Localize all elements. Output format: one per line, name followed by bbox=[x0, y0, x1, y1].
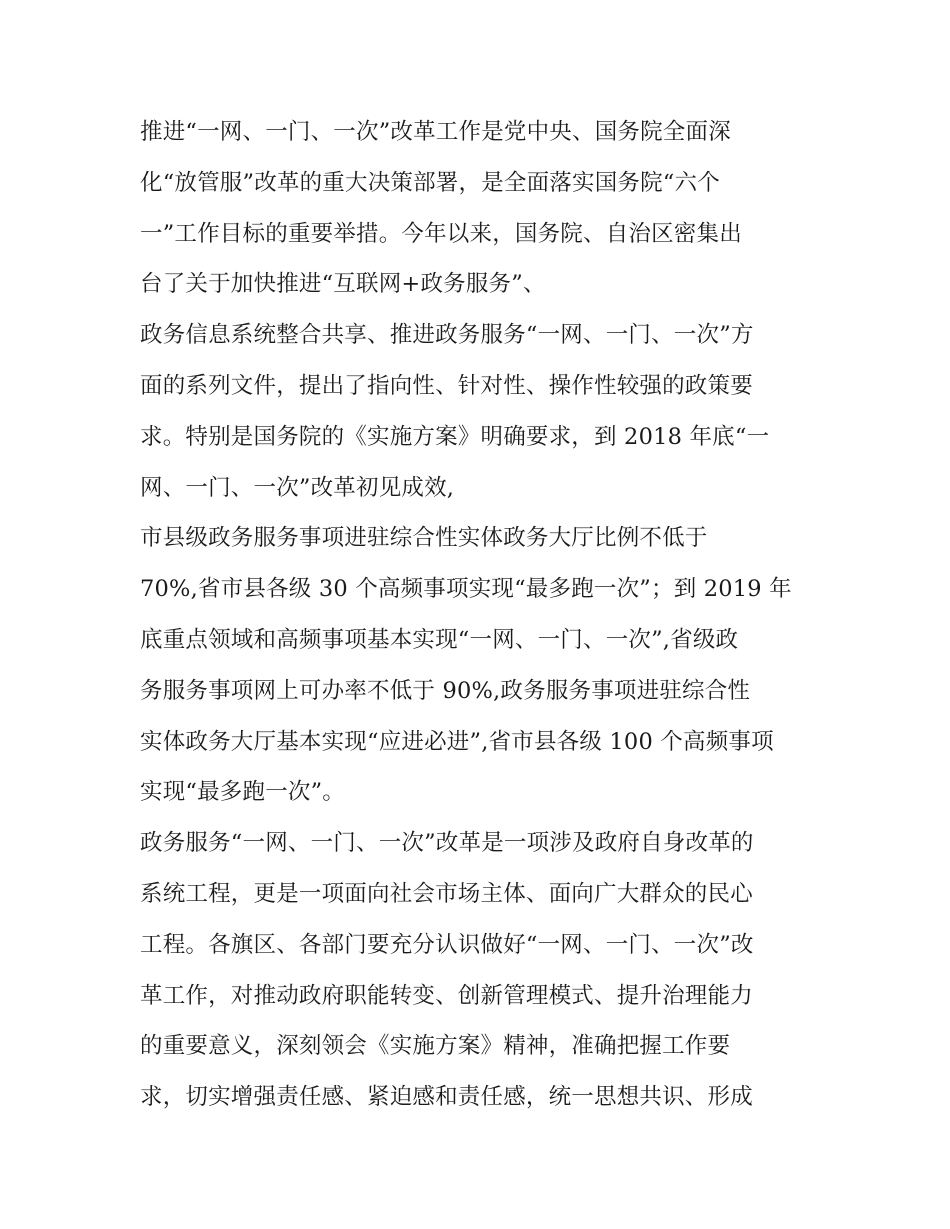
text-line: 市县级政务服务事项进驻综合性实体政务大厅比例不低于 bbox=[140, 525, 708, 552]
text-line: 底重点领域和高频事项基本实现“一网、一门、一次”,省级政 bbox=[140, 626, 739, 653]
text-line: 的重要意义，深刻领会《实施方案》精神，准确把握工作要 bbox=[140, 1033, 731, 1060]
text-line: 实体政务大厅基本实现“应进必进”,省市县各级 100 个高频事项 bbox=[140, 728, 774, 755]
text-line: 推进“一网、一门、一次”改革工作是党中央、国务院全面深 bbox=[140, 119, 731, 145]
text-line: 革工作，对推动政府职能转变、创新管理模式、提升治理能力 bbox=[140, 982, 753, 1009]
text-line: 求。特别是国务院的《实施方案》明确要求，到 2018 年底“一 bbox=[140, 423, 770, 450]
text-line: 一”工作目标的重要举措。今年以来，国务院、自治区密集出 bbox=[140, 220, 742, 247]
text-line: 面的系列文件，提出了指向性、针对性、操作性较强的政策要 bbox=[140, 372, 753, 399]
text-line: 70%,省市县各级 30 个高频事项实现“最多跑一次”；到 2019 年 bbox=[140, 576, 792, 603]
text-line: 化“放管服”改革的重大决策部署，是全面落实国务院“六个 bbox=[140, 169, 720, 196]
text-line: 务服务事项网上可办率不低于 90%,政务服务事项进驻综合性 bbox=[140, 677, 751, 704]
text-line: 台了关于加快推进“互联网+政务服务”、 bbox=[140, 271, 546, 298]
text-line: 实现“最多跑一次”。 bbox=[140, 779, 346, 806]
text-line: 求，切实增强责任感、紧迫感和责任感，统一思想共识、形成 bbox=[140, 1084, 753, 1111]
text-line: 政务信息系统整合共享、推进政务服务“一网、一门、一次”方 bbox=[140, 322, 754, 349]
text-line: 政务服务“一网、一门、一次”改革是一项涉及政府自身改革的 bbox=[140, 830, 754, 857]
text-line: 工程。各旗区、各部门要充分认识做好“一网、一门、一次”改 bbox=[140, 931, 754, 958]
text-line: 系统工程，更是一项面向社会市场主体、面向广大群众的民心 bbox=[140, 880, 753, 907]
text-line: 网、一门、一次”改革初见成效, bbox=[140, 474, 455, 501]
body-text bbox=[140, 107, 820, 1123]
